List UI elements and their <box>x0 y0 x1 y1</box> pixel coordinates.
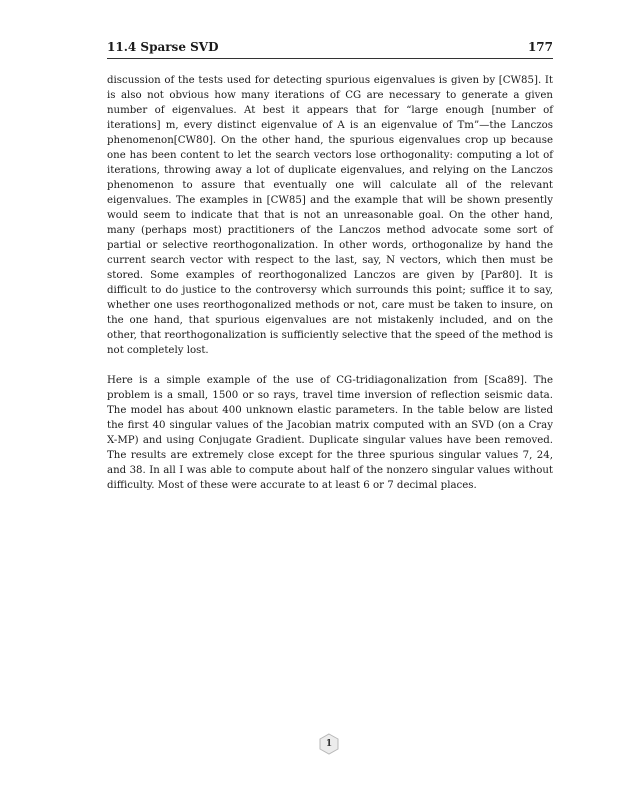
header-rule <box>107 58 553 59</box>
paragraph-1: discussion of the tests used for detecting spurious eigenvalues is given by [CW85]. It is also not obvious how many iterations of CG are necessary to generate a given number of eigenvalues. At best it appears that for “large enough [number of iterations] m, every distinct eigenvalue of A is an eigenvalue of Tm”—the Lanczos phenomenon[CW80]. On the other hand, the spurious eigenvalues crop up because one has been content to let the search vectors lose orthogonality: computing a lot of iterations, throwing away a lot of duplicate eigenvalues, and relying on the Lanczos phenomenon to assure that eventually one will calculate all of the relevant eigenvalues. The examples in [CW85] and the example that will be shown presently would seem to indicate that that is not an unreasonable goal. On the other hand, many (perhaps most) practitioners of the Lanczos method advocate some sort of partial or selective reorthogonalization. In other words, orthogonalize by hand the current search vector with respect to the last, say, N vectors, which then must be stored. Some examples of reorthogonalized Lanczos are given by [Par80]. It is difficult to do justice to the controversy which surrounds this point; suffice it to say, whether one uses reorthogonalized methods or not, care must be taken to insure, on the one hand, that spurious eigenvalues are not mistakenly included, and on the other, that reorthogonalization is sufficiently selective that the speed of the method is not completely lost. <box>107 75 553 356</box>
page-badge <box>318 733 340 755</box>
page-badge-number: 1 <box>325 739 333 749</box>
running-header <box>107 40 553 58</box>
page-number: 177 <box>527 40 553 54</box>
section-title: 11.4 Sparse SVD <box>107 40 219 54</box>
paragraph-2: Here is a simple example of the use of CG-tridiagonalization from [Sca89]. The problem is a small, 1500 or so rays, travel time inversion of reflection seismic data. The model has about 400 unknown elastic parameters. In the table below are listed the first 40 singular values of the Jacobian matrix computed with an SVD (on a Cray X-MP) and using Conjugate Gradient. Duplicate singular values have been removed. The results are extremely close except for the three spurious singular values 7, 24, and 38. In all I was able to compute about half of the nonzero singular values without difficulty. Most of these were accurate to at least 6 or 7 decimal places. <box>107 375 553 491</box>
main-text <box>107 73 553 508</box>
